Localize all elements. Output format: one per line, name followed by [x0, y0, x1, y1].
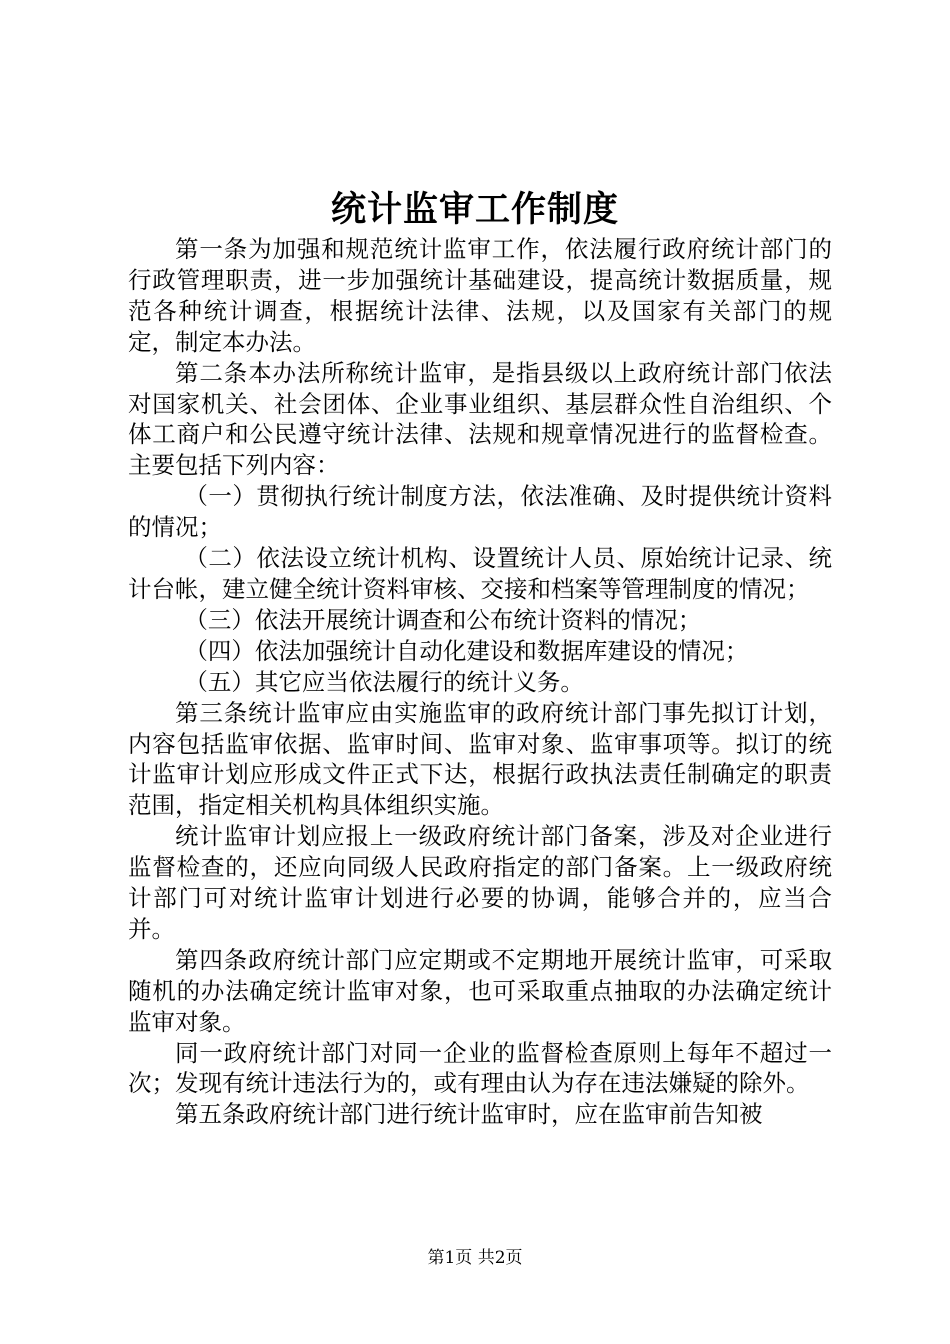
paragraph-article-4: 第四条政府统计部门应定期或不定期地开展统计监审，可采取随机的办法确定统计监审对象，也可采取重点抽取的办法确定统计监审对象。 — [128, 945, 832, 1036]
document-title: 统计监审工作制度 — [330, 189, 619, 230]
paragraph-article-5: 第五条政府统计部门进行统计监审时，应在监审前告知被 — [175, 1100, 763, 1129]
page-footer: 第1页 共2页 — [427, 1248, 523, 1268]
list-item: （二）依法设立统计机构、设置统计人员、原始统计记录、统计台帐，建立健全统计资料审核、交接和档案等管理制度的情况； — [128, 544, 832, 603]
document-body — [128, 234, 832, 1130]
paragraph-article-3: 第三条统计监审应由实施监审的政府统计部门事先拟订计划，内容包括监审依据、监审时间、监审对象、监审事项等。拟订的统计监审计划应形成文件正式下达，根据行政执法责任制确定的职责范围，指定相关机构具体组织实施。 — [128, 698, 832, 820]
paragraph-article-2: 第二条本办法所称统计监审，是指县级以上政府统计部门依法对国家机关、社会团体、企业事业组织、基层群众性自治组织、个体工商户和公民遵守统计法律、法规和规章情况进行的监督检查。主要包括下列内容： — [128, 358, 832, 480]
paragraph-article-3-cont: 统计监审计划应报上一级政府统计部门备案，涉及对企业进行监督检查的，还应向同级人民政府指定的部门备案。上一级政府统计部门可对统计监审计划进行必要的协调，能够合并的，应当合并。 — [128, 822, 832, 943]
list-item: （四）依法加强统计自动化建设和数据库建设的情况； — [184, 636, 749, 665]
list-item: （一）贯彻执行统计制度方法，依法准确、及时提供统计资料的情况； — [128, 482, 832, 542]
paragraph-article-4-cont: 同一政府统计部门对同一企业的监督检查原则上每年不超过一次；发现有统计违法行为的，或有理由认为存在违法嫌疑的除外。 — [128, 1038, 832, 1098]
paragraph-article-1: 第一条为加强和规范统计监审工作，依法履行政府统计部门的行政管理职责，进一步加强统计基础建设，提高统计数据质量，规范各种统计调查，根据统计法律、法规，以及国家有关部门的规定，制定本办法。 — [128, 235, 832, 356]
list-item: （五）其它应当依法履行的统计义务。 — [184, 667, 584, 696]
list-item: （三）依法开展统计调查和公布统计资料的情况； — [184, 605, 702, 634]
